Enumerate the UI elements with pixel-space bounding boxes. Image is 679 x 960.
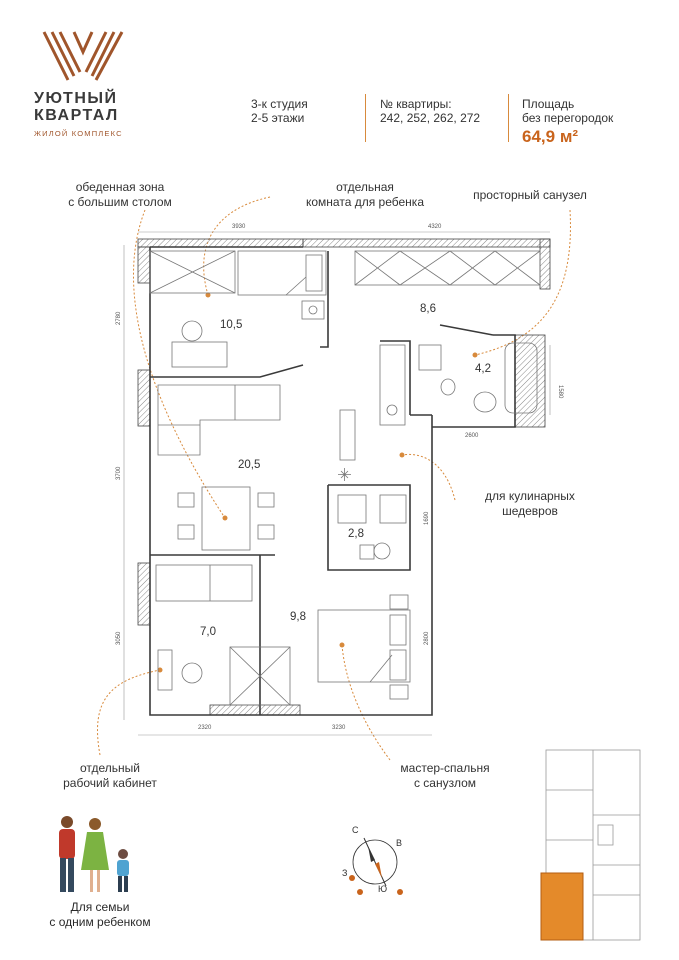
family-caption: Для семьи с одним ребенком: [49, 900, 151, 929]
dimension-label: 2320: [198, 725, 212, 731]
area-label: Площадь без перегородок: [522, 97, 614, 125]
dimension-label: 3700: [116, 466, 122, 480]
floor-plan: [110, 215, 580, 740]
brand-subtitle: ЖИЛОЙ КОМПЛЕКС: [34, 129, 123, 138]
callout-child-room: отдельная комната для ребенка: [306, 180, 424, 209]
dimension-label: 4320: [428, 224, 442, 230]
family-icon: [45, 812, 145, 897]
header-divider: [365, 94, 366, 142]
area-value: 64,9 м²: [522, 127, 579, 146]
callout-dining: обеденная зона с большим столом: [68, 180, 172, 209]
apartment-numbers: № квартиры: 242, 252, 262, 272: [380, 97, 481, 125]
header-divider: [508, 94, 509, 142]
dimension-label: 3930: [232, 224, 246, 230]
room-number: 10,5: [220, 319, 243, 331]
building-key-plan: [538, 745, 648, 945]
callout-master-bedroom: мастер-спальня с санузлом: [400, 761, 490, 790]
brand-name: УЮТНЫЙ КВАРТАЛ: [34, 90, 119, 124]
brand-logo-icon: [38, 28, 128, 83]
dimension-label: 1580: [557, 385, 563, 399]
dimension-label: 2600: [465, 433, 479, 439]
dimension-label: 3230: [332, 725, 346, 731]
dimension-label: 2800: [424, 631, 430, 645]
callout-kitchen: для кулинарных шедевров: [485, 489, 575, 518]
room-number: 8,6: [420, 303, 436, 315]
compass-south: Ю: [378, 884, 388, 894]
room-number: 4,2: [475, 363, 491, 375]
compass-west: З: [342, 868, 348, 878]
room-number: 2,8: [348, 528, 364, 540]
dimension-label: 3050: [116, 631, 122, 645]
compass-east: В: [396, 838, 403, 848]
compass-north: С: [352, 825, 359, 835]
room-number: 7,0: [200, 626, 216, 638]
callout-office: отдельный рабочий кабинет: [63, 761, 157, 790]
room-number: 20,5: [238, 459, 261, 471]
compass-icon: [330, 820, 420, 900]
dimension-label: 1690: [424, 511, 430, 525]
room-number: 9,8: [290, 611, 306, 623]
callout-bathroom: просторный санузел: [473, 188, 587, 202]
dimension-label: 2780: [116, 311, 122, 325]
apartment-type: 3-к студия 2-5 этажи: [251, 97, 308, 125]
